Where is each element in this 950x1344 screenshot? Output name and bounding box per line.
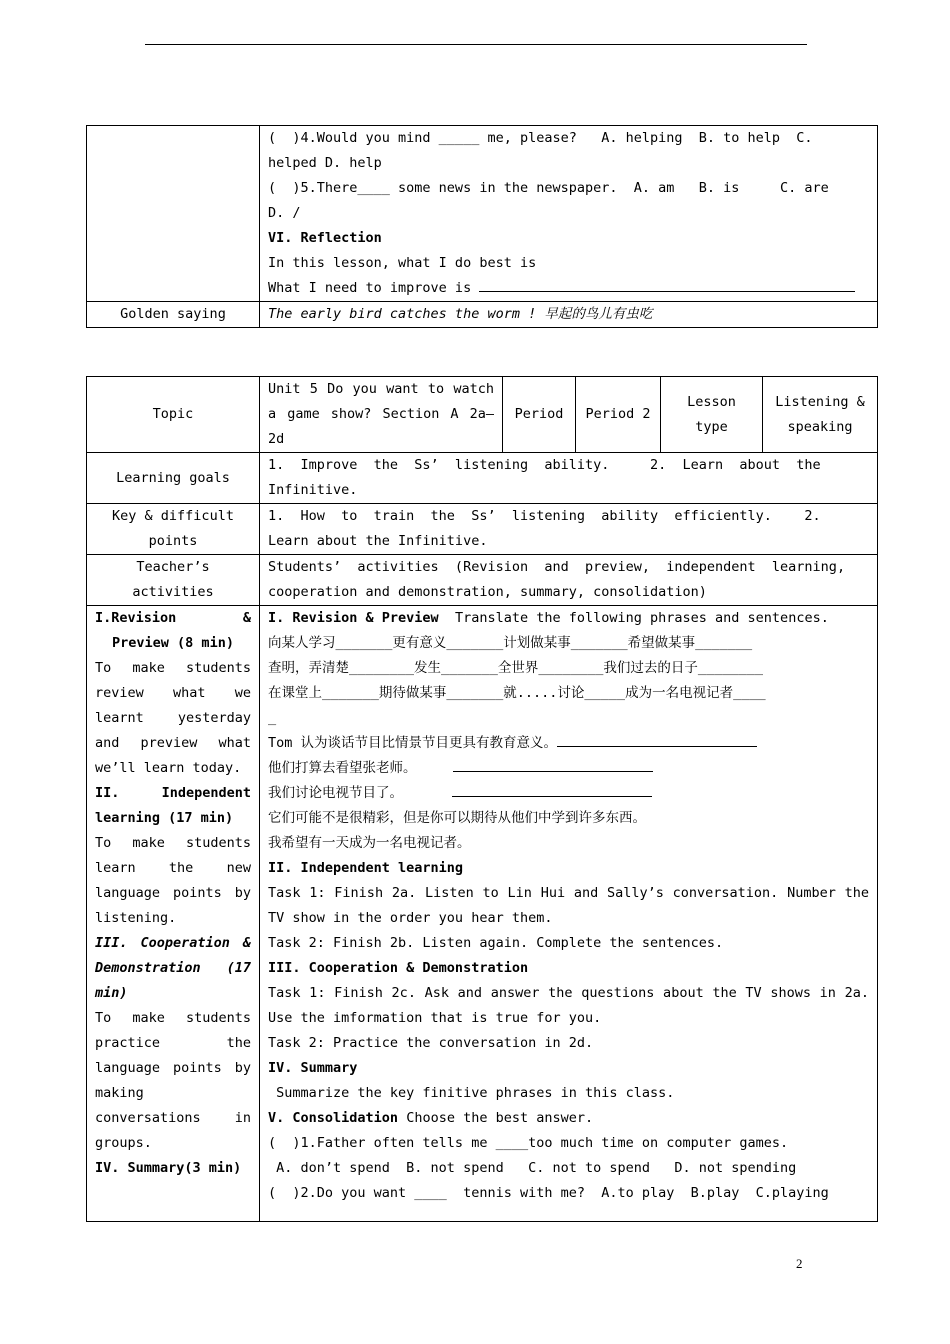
consolidation-intro: Choose the best answer.	[406, 1110, 594, 1126]
answer-blank	[479, 277, 855, 292]
sentence-3-text: 我们讨论电视节目了。	[268, 785, 403, 801]
continued-table	[86, 125, 878, 328]
revision-heading-title: I. Revision & Preview	[268, 610, 439, 626]
golden-saying-label: Golden saying	[87, 302, 260, 328]
topic-value: Unit 5 Do you want to watch a game show? Section A 2a—2d	[260, 377, 503, 453]
cooperation-title: III. Cooperation & Demonstration (17 min)	[95, 935, 251, 1001]
students-activities-label: Students’ activities (Revision and preview, independent learning, cooperation and demonstration, summary, consolidation)	[260, 555, 878, 606]
consolidation-heading	[268, 1106, 869, 1131]
key-points-row	[87, 504, 878, 555]
cooperation-text: To make students practice the language points by making conversations in groups.	[95, 1010, 251, 1151]
summary-text: Summarize the key finitive phrases in this class.	[268, 1085, 675, 1101]
empty-left-cell	[87, 126, 260, 302]
header-rule	[145, 44, 807, 45]
question-4: ( )4.Would you mind _____ me, please? A. helping B. to help C.	[268, 130, 813, 146]
teacher-activities-label: Teacher’s activities	[87, 555, 260, 606]
revision-heading	[268, 606, 869, 631]
goals-label: Learning goals	[87, 453, 260, 504]
phrase-line-2: 查明，弄清楚________发生_______全世界________我们过去的日子________	[268, 660, 763, 676]
consolidation-title: V. Consolidation	[268, 1110, 399, 1126]
exercise-row	[87, 126, 878, 302]
reflection-label-2: What I need to improve is	[268, 280, 472, 296]
sentence-1-text: Tom 认为谈话节目比情景节目更具有教育意义。	[268, 735, 558, 751]
goals-row	[87, 453, 878, 504]
revision-heading-intro: Translate the following phrases and sentences.	[454, 610, 829, 626]
sentence-3	[268, 781, 869, 806]
lesson-plan-table	[86, 376, 878, 1222]
teacher-activities-cell	[87, 606, 260, 1222]
golden-saying-text: The early bird catches the worm ! 早起的鸟儿有虫吃	[260, 302, 878, 328]
sentence-2	[268, 756, 869, 781]
exercise-cell	[260, 126, 878, 302]
cooperation-heading: III. Cooperation & Demonstration	[268, 960, 529, 976]
period-label: Period	[503, 377, 576, 453]
revision-title: I.Revision & Preview (8 min)	[95, 610, 251, 651]
choice-2: ( )2.Do you want ____ tennis with me? A.to play B.play C.playing	[268, 1185, 829, 1201]
sentence-5: 我希望有一天成为一名电视记者。	[268, 835, 471, 851]
question-4-cont: helped D. help	[268, 155, 382, 171]
question-5-cont: D. /	[268, 205, 301, 221]
page-number: 2	[796, 1256, 803, 1271]
period-value: Period 2	[576, 377, 661, 453]
reflection-title: VI. Reflection	[268, 230, 382, 246]
task-3: Task 1: Finish 2c. Ask and answer the questions about the TV shows in 2a. Use the imformation that is true for you.	[268, 985, 869, 1026]
summary-heading: IV. Summary	[268, 1060, 358, 1076]
independent-heading: II. Independent learning	[268, 860, 464, 876]
key-points-label: Key & difficult points	[87, 504, 260, 555]
phrase-line-3: 在课堂上_______期待做某事_______就.....讨论_____成为一名电视记者____	[268, 685, 766, 701]
lesson-type-label: Lesson type	[661, 377, 763, 453]
summary-title: IV. Summary(3 min)	[95, 1160, 242, 1176]
sentence-1-blank	[557, 732, 757, 747]
goals-value: 1. Improve the Ss’ listening ability. 2. Learn about the Infinitive.	[260, 453, 878, 504]
independent-title: II. Independent learning (17 min)	[95, 785, 251, 826]
sentence-3-blank	[452, 782, 652, 797]
phrase-line-3-cont: _	[268, 710, 277, 726]
students-activities-cell	[260, 606, 878, 1222]
choice-1: ( )1.Father often tells me ____too much time on computer games.	[268, 1135, 789, 1151]
task-4: Task 2: Practice the conversation in 2d.	[268, 1035, 594, 1051]
key-points-value: 1. How to train the Ss’ listening ability efficiently. 2. Learn about the Infinitive.	[260, 504, 878, 555]
topic-row	[87, 377, 878, 453]
lesson-type-value: Listening & speaking	[763, 377, 878, 453]
revision-text: To make students review what we learnt yesterday and preview what we’ll learn today.	[95, 660, 251, 776]
task-2: Task 2: Finish 2b. Listen again. Complete the sentences.	[268, 935, 724, 951]
sentence-2-text: 他们打算去看望张老师。	[268, 760, 417, 776]
phrase-line-1: 向某人学习_______更有意义_______计划做某事_______希望做某事_______	[268, 635, 753, 651]
activities-row	[87, 606, 878, 1222]
reflection-line-2	[268, 276, 869, 301]
reflection-line-1: In this lesson, what I do best is	[268, 255, 537, 271]
choice-1-options: A. don’t spend B. not spend C. not to spend D. not spending	[268, 1160, 797, 1176]
golden-saying-row	[87, 302, 878, 328]
topic-label: Topic	[87, 377, 260, 453]
task-1: Task 1: Finish 2a. Listen to Lin Hui and Sally’s conversation. Number the TV show in the order you hear them.	[268, 885, 869, 926]
sentence-4: 它们可能不是很精彩，但是你可以期待从他们中学到许多东西。	[268, 810, 646, 826]
sentence-2-blank	[453, 757, 653, 772]
activities-header-row	[87, 555, 878, 606]
question-5: ( )5.There____ some news in the newspaper. A. am B. is C. are	[268, 180, 829, 196]
sentence-1	[268, 731, 869, 756]
independent-text: To make students learn the new language points by listening.	[95, 835, 251, 926]
